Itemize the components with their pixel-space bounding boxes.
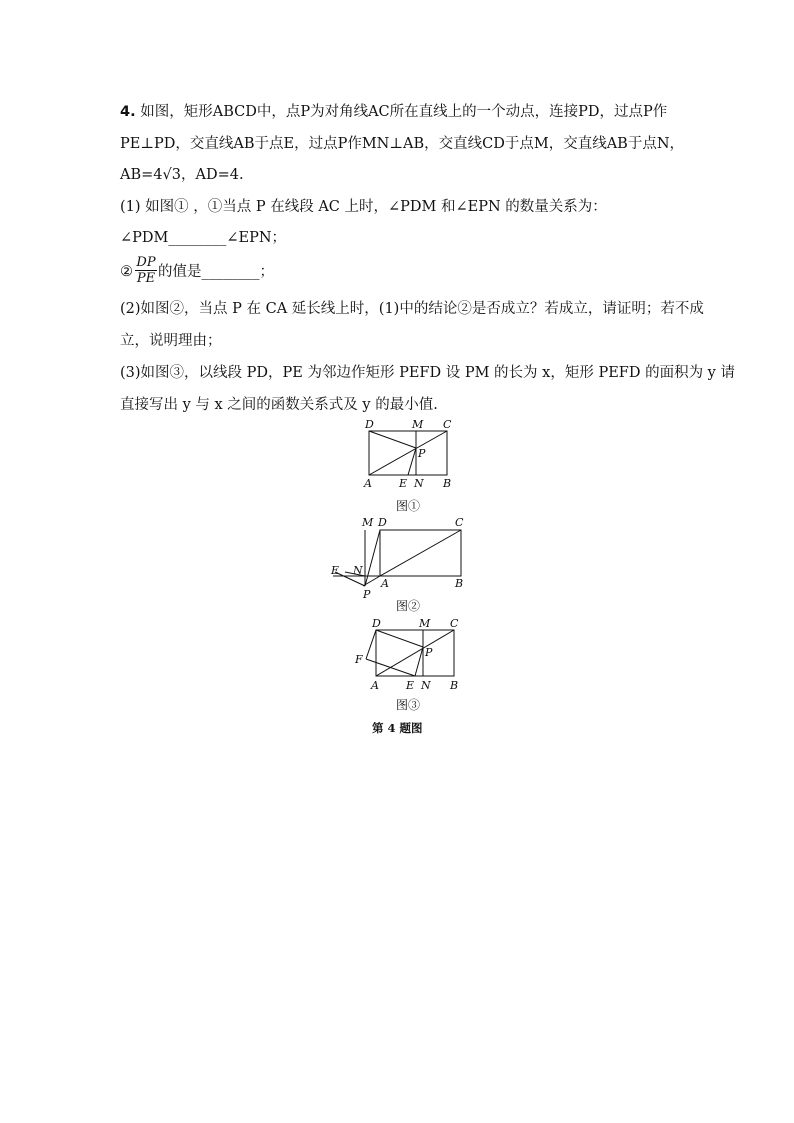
fraction-dp-over-pe — [135, 255, 157, 286]
problem-number: 4. — [120, 104, 136, 120]
problem-text-1: 如图，矩形ABCD中，点P为对角线AC所在直线上的一个动点，连接PD，过点P作 — [140, 104, 668, 120]
fig1-label-c: C — [443, 418, 452, 431]
fig1-label-m: M — [412, 418, 424, 431]
fig3-label-f: F — [355, 653, 363, 666]
fig3-label-p: P — [425, 646, 433, 659]
fig1-diagonal-ac — [369, 431, 447, 475]
fig3-label-c: C — [450, 617, 459, 630]
problem-line-9: (3)如图③，以线段 PD，PE 为邻边作矩形 PEFD 设 PM 的长为 x，矩形 PEFD 的面积为 y 请 — [120, 365, 735, 381]
fig1-label-d: D — [365, 418, 374, 431]
fig3-caption: 图③ — [396, 698, 421, 712]
fig3-segment-dp — [376, 630, 423, 647]
problem-line-4: (1) 如图① ，①当点 P 在线段 AC 上时，∠PDM 和∠EPN 的数量关系为： — [120, 199, 607, 215]
fig1-label-p: P — [418, 447, 426, 460]
fig1-label-a: A — [364, 477, 372, 490]
problem-line-7: (2)如图②，当点 P 在 CA 延长线上时，(1)中的结论②是否成立？若成立，请证明；若不成 — [120, 301, 704, 317]
problem-line-6-prefix: ② — [120, 264, 133, 280]
problem-line-6-suffix: 的值是________； — [158, 264, 274, 280]
fraction-denominator: PE — [136, 271, 156, 286]
problem-line-5: ∠PDM________∠EPN； — [120, 230, 287, 246]
problem-line-8: 立，说明理由； — [120, 333, 222, 349]
fraction-numerator: DP — [136, 255, 156, 270]
figure-1 — [355, 415, 465, 495]
fig3-label-d: D — [372, 617, 381, 630]
fig2-diagonal-ac — [380, 530, 461, 576]
fig3-label-b: B — [450, 679, 459, 692]
fig1-segment-dp — [369, 431, 416, 448]
figure-3 — [350, 612, 465, 694]
fig3-label-m: M — [419, 617, 431, 630]
fig3-label-e: E — [406, 679, 415, 692]
fig3-label-n: N — [421, 679, 431, 692]
fig2-label-d: D — [378, 516, 387, 529]
fig2-label-a: A — [381, 577, 389, 590]
fig3-segment-fe — [366, 659, 415, 676]
fig1-label-n: N — [414, 477, 424, 490]
fig3-segment-pe — [415, 647, 423, 676]
fig2-label-m: M — [362, 516, 374, 529]
problem-line-3: AB=4√3，AD=4. — [120, 167, 244, 183]
fig1-label-e: E — [399, 477, 408, 490]
problem-line-10: 直接写出 y 与 x 之间的函数关系式及 y 的最小值. — [120, 397, 438, 413]
fig1-caption: 图① — [396, 499, 421, 513]
fig2-label-e: E — [331, 564, 340, 577]
problem-line-1 — [120, 102, 667, 122]
fig2-label-n: N — [353, 564, 363, 577]
fig2-label-c: C — [455, 516, 464, 529]
fig3-segment-df — [366, 630, 376, 659]
overall-figure-caption: 第 4 题图 — [372, 721, 423, 735]
fig2-label-b: B — [455, 577, 464, 590]
fig2-label-p: P — [363, 588, 371, 601]
problem-line-2: PE⊥PD，交直线AB于点E，过点P作MN⊥AB，交直线CD于点M，交直线AB于点N， — [120, 136, 685, 152]
fig3-label-a: A — [371, 679, 379, 692]
figure-2 — [325, 512, 470, 602]
fig2-caption: 图② — [396, 599, 421, 613]
fig1-label-b: B — [443, 477, 452, 490]
fig3-diagonal-ac — [376, 630, 454, 676]
